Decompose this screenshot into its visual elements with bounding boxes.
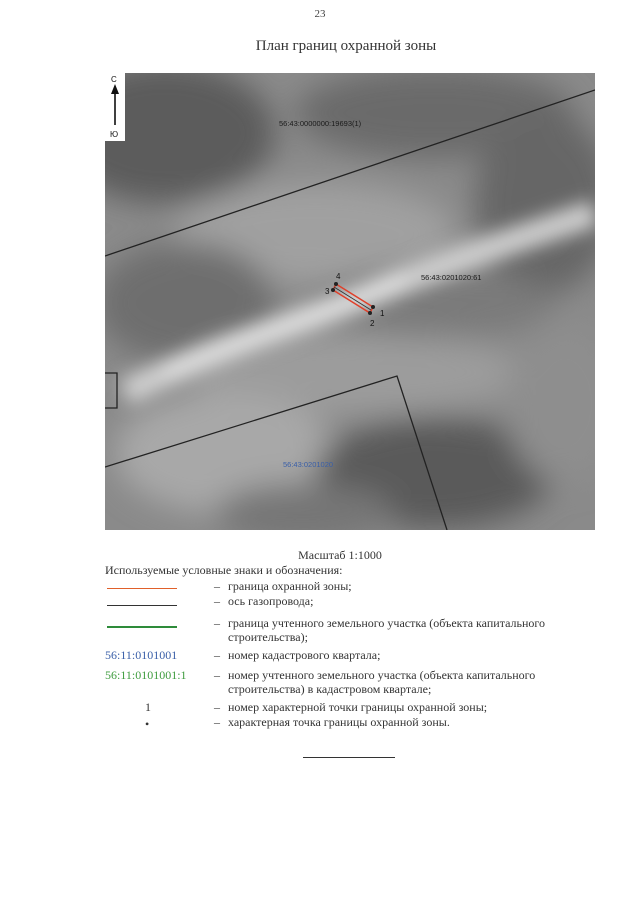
- legend-item-parcel-number: [105, 668, 595, 698]
- zone-point: [334, 282, 338, 286]
- quarter-label: 56:43:0201020: [283, 460, 334, 469]
- scale-label: Масштаб 1:1000: [298, 548, 382, 562]
- legend-description: номер кадастрового квартала;: [228, 648, 381, 662]
- parcel-label-right: 56:43:0201020:61: [421, 273, 482, 282]
- legend-item-parcel-boundary: [105, 616, 595, 646]
- point-number: 4: [336, 272, 341, 281]
- legend-dash: –: [214, 668, 220, 682]
- quarter-number-sample: 56:11:0101001: [105, 648, 178, 662]
- legend-description: характерная точка границы охранной зоны.: [228, 715, 450, 729]
- parcel-number-sample: 56:11:0101001:1: [105, 668, 187, 682]
- zone-point: [368, 311, 372, 315]
- legend-item-zone-point: [105, 715, 595, 729]
- legend-description: номер учтенного земельного участка (объекта капитального строительства) в кадастровом квартале;: [228, 668, 536, 696]
- footer-rule: [303, 757, 395, 758]
- legend-dash: –: [214, 715, 220, 729]
- map-svg: [105, 73, 595, 530]
- map-image: [105, 73, 595, 530]
- legend-description: ось газопровода;: [228, 594, 314, 608]
- zone-point-sample: •: [145, 717, 150, 731]
- zone-point: [371, 305, 375, 309]
- north-arrow: [105, 73, 125, 141]
- legend-item-quarter-number: [105, 648, 595, 662]
- legend-item-zone-boundary: [105, 579, 595, 593]
- legend-dash: –: [214, 616, 220, 630]
- zone-point: [331, 288, 335, 292]
- legend-description: граница учтенного земельного участка (объекта капитального строительства);: [228, 616, 546, 644]
- parcel-label-top: 56:43:0000000:19693(1): [279, 119, 362, 128]
- legend-description: номер характерной точки границы охранной зоны;: [228, 700, 488, 714]
- point-number-sample: 1: [145, 700, 151, 714]
- point-number: 3: [325, 287, 330, 296]
- legend-dash: –: [214, 579, 220, 593]
- pipeline-axis-symbol: [107, 605, 177, 606]
- legend-description: граница охранной зоны;: [228, 579, 352, 593]
- point-number: 2: [370, 319, 375, 328]
- legend-dash: –: [214, 594, 220, 608]
- legend-heading: Используемые условные знаки и обозначения:: [105, 563, 343, 577]
- point-number: 1: [380, 309, 385, 318]
- zone-boundary-symbol: [107, 588, 177, 589]
- compass-south-label: Ю: [110, 130, 119, 139]
- legend-dash: –: [214, 700, 220, 714]
- parcel-boundary-symbol: [107, 626, 177, 628]
- legend-item-point-number: [105, 700, 595, 714]
- legend-item-pipeline-axis: [105, 594, 595, 608]
- legend-dash: –: [214, 648, 220, 662]
- page-number: 23: [314, 8, 326, 20]
- page-title: План границ охранной зоны: [255, 38, 437, 54]
- compass-north-label: С: [111, 75, 117, 84]
